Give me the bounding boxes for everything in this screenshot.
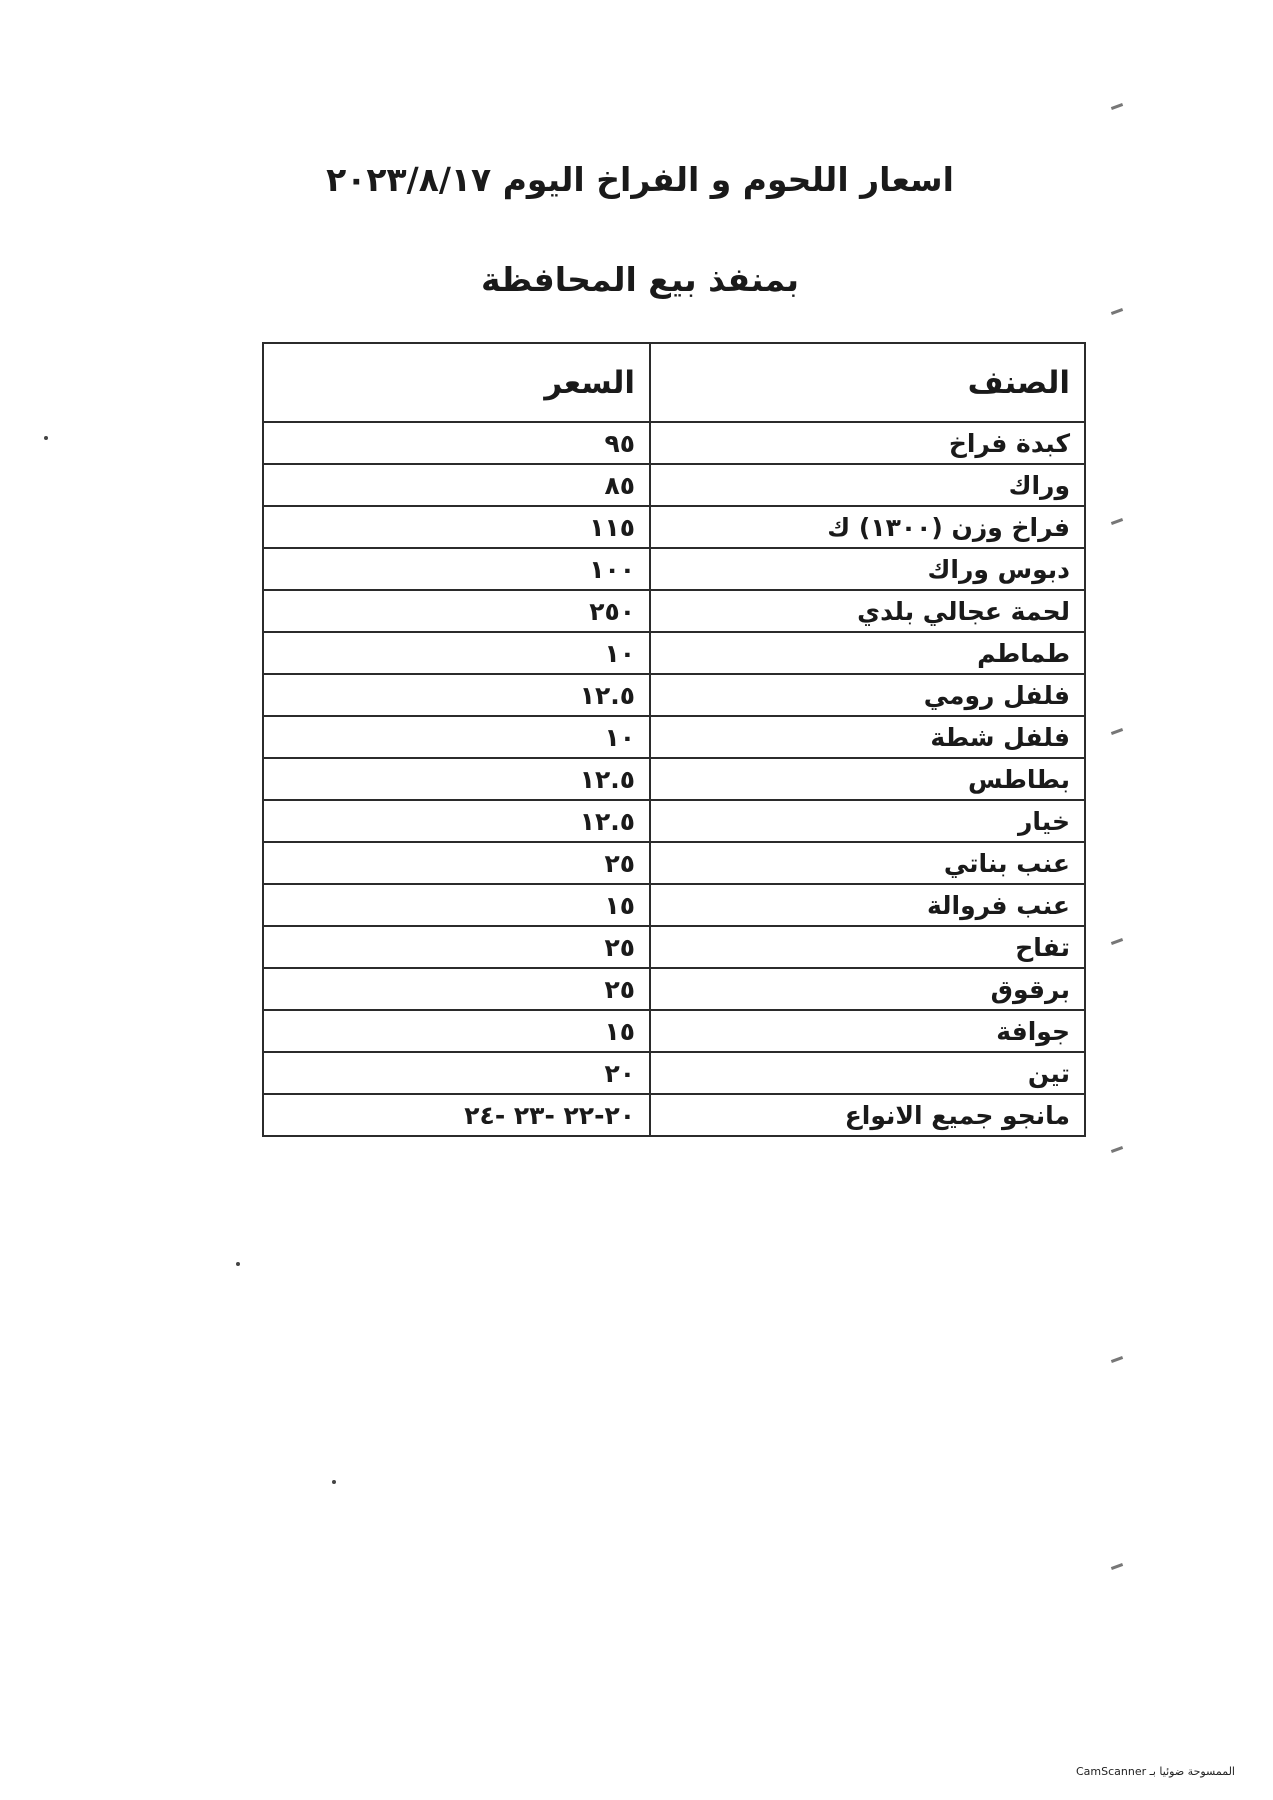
cell-price: ١٠ [263,716,650,758]
scan-artifact [1111,103,1123,110]
scan-dot [44,436,48,440]
table-row [263,1052,1085,1094]
cell-price: ٨٥ [263,464,650,506]
table-body [263,422,1085,1136]
cell-item: بطاطس [650,758,1085,800]
cell-item: فلفل رومي [650,674,1085,716]
page-title: اسعار اللحوم و الفراخ اليوم ٢٠٢٣/٨/١٧ [326,160,954,199]
cell-item: خيار [650,800,1085,842]
cell-item: تفاح [650,926,1085,968]
cell-item: وراك [650,464,1085,506]
table-row [263,716,1085,758]
table-header-row [263,343,1085,422]
table-row [263,590,1085,632]
table-row [263,758,1085,800]
cell-price: ١٠٠ [263,548,650,590]
table-row [263,842,1085,884]
scan-artifact [1111,1146,1123,1153]
cell-item: عنب بناتي [650,842,1085,884]
cell-item: تين [650,1052,1085,1094]
cell-price: ٢٥ [263,968,650,1010]
page-subtitle: بمنفذ بيع المحافظة [481,260,799,299]
scan-artifact [1111,728,1123,735]
cell-item: طماطم [650,632,1085,674]
table-row [263,548,1085,590]
table-row [263,506,1085,548]
scan-artifact [1111,938,1123,945]
price-table [262,342,1086,1137]
scanner-watermark: الممسوحة ضوئيا بـ CamScanner [1075,1765,1235,1778]
cell-item: مانجو جميع الانواع [650,1094,1085,1136]
scan-dot [236,1262,240,1266]
scan-artifact [1111,308,1123,315]
cell-price: ٢٠ [263,1052,650,1094]
cell-item: فلفل شطة [650,716,1085,758]
scan-dot [332,1480,336,1484]
cell-price: ٩٥ [263,422,650,464]
header-price: السعر [263,343,650,422]
cell-item: جوافة [650,1010,1085,1052]
cell-item: كبدة فراخ [650,422,1085,464]
cell-price: ١٠ [263,632,650,674]
cell-item: عنب فروالة [650,884,1085,926]
cell-price: ١٥ [263,884,650,926]
scan-artifact [1111,1356,1123,1363]
cell-price: ٢٥ [263,842,650,884]
cell-price: ١٢.٥ [263,674,650,716]
cell-price: ١٢.٥ [263,800,650,842]
cell-price: ١٢.٥ [263,758,650,800]
table-row [263,926,1085,968]
cell-item: فراخ وزن (١٣٠٠) ك [650,506,1085,548]
cell-item: لحمة عجالي بلدي [650,590,1085,632]
cell-item: دبوس وراك [650,548,1085,590]
table-row [263,464,1085,506]
table-row [263,884,1085,926]
table-row [263,632,1085,674]
cell-price: ٢٠-٢٢ -٢٣ -٢٤ [263,1094,650,1136]
table-row [263,422,1085,464]
table-row [263,674,1085,716]
scan-artifact [1111,518,1123,525]
cell-item: برقوق [650,968,1085,1010]
table-row [263,968,1085,1010]
cell-price: ٢٥٠ [263,590,650,632]
table-row [263,800,1085,842]
header-item: الصنف [650,343,1085,422]
cell-price: ١٥ [263,1010,650,1052]
scan-artifact [1111,1563,1123,1570]
table-row [263,1094,1085,1136]
table-row [263,1010,1085,1052]
cell-price: ٢٥ [263,926,650,968]
cell-price: ١١٥ [263,506,650,548]
